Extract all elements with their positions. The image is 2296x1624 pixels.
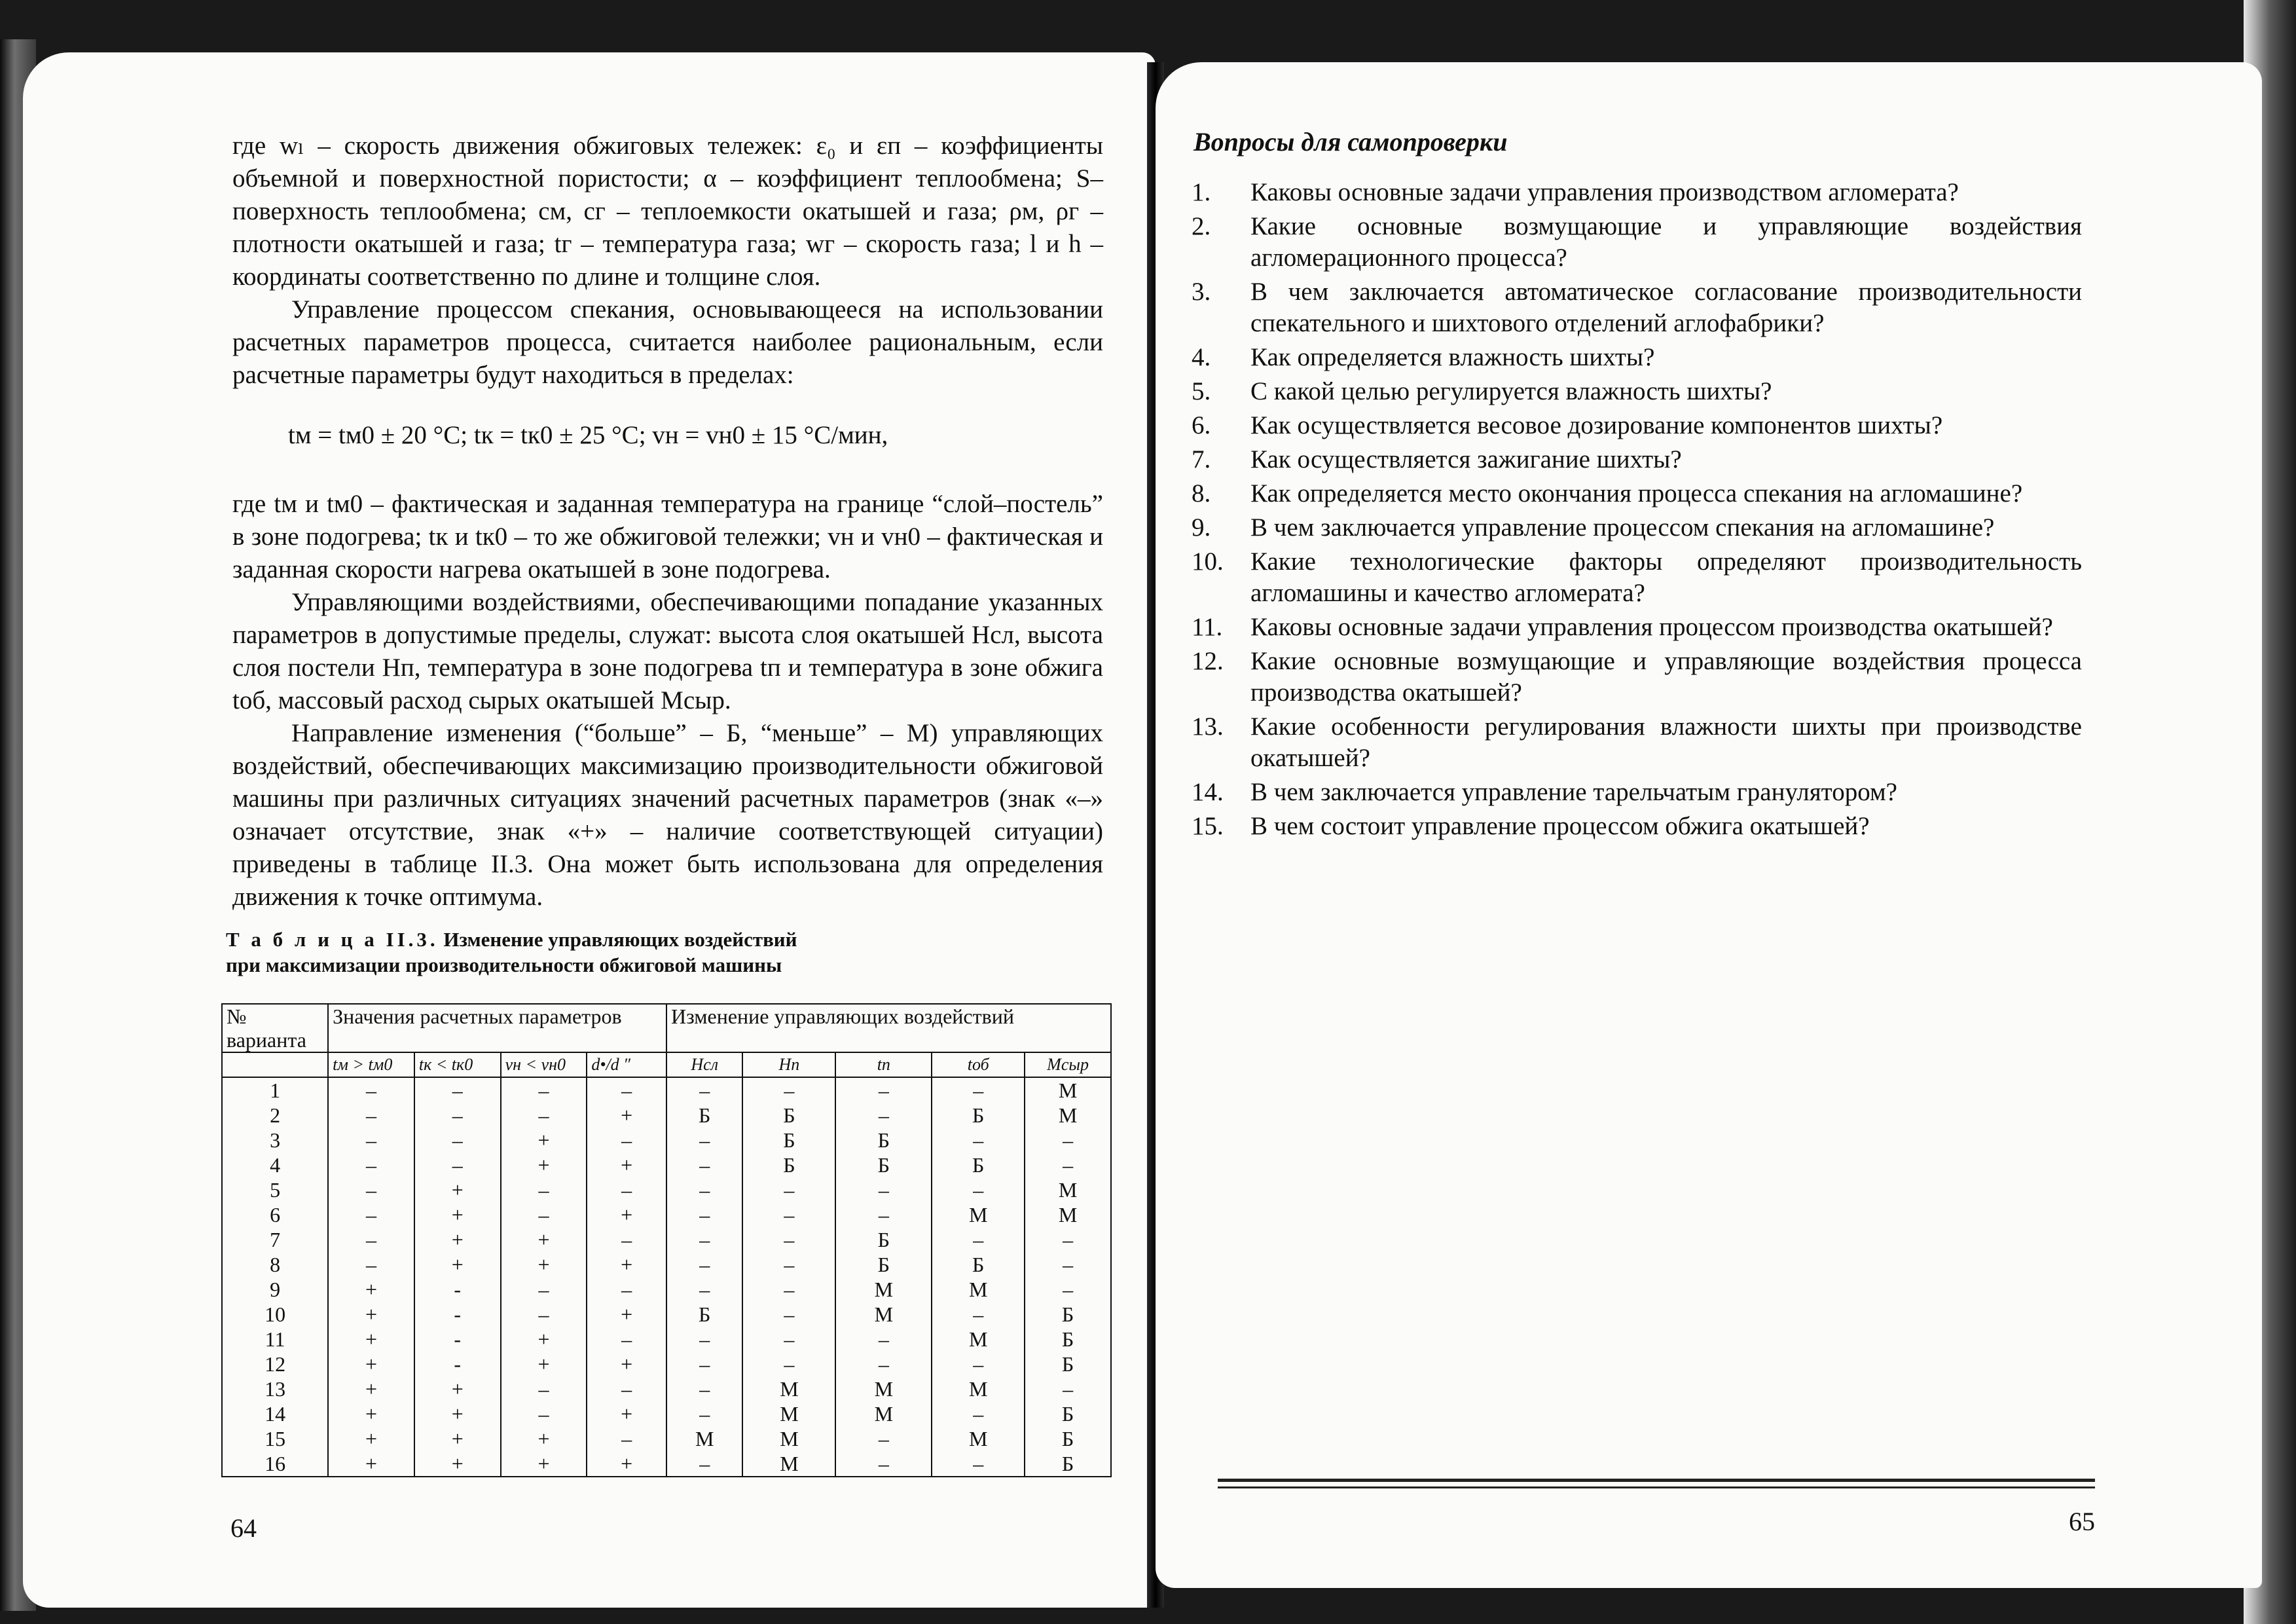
header-variant: № варианта	[222, 1004, 328, 1052]
question-text: С какой целью регулируется влажность шихты?	[1250, 377, 1772, 405]
table-cell: –	[666, 1451, 743, 1477]
table-cell: –	[666, 1252, 743, 1277]
table-cell: –	[501, 1277, 587, 1302]
table-cell: –	[1025, 1376, 1111, 1401]
page-number-left: 64	[230, 1513, 257, 1543]
table-cell: –	[932, 1077, 1025, 1103]
table-row	[222, 1227, 1111, 1252]
rule-line-bottom	[1218, 1486, 2095, 1488]
table-row	[222, 1302, 1111, 1327]
table-cell: -	[414, 1352, 501, 1376]
table-cell: –	[328, 1202, 414, 1227]
paragraph-direction: Направление изменения (“больше” – Б, “меньше” – М) управляющих воздействий, обеспечивающих максимизацию производительности обжиговой машины при различных ситуациях значений расчетных параметров (знак «–» означает отсутствие, знак «+» – наличие соответствующей ситуации) приведены в таблице II.3. Она может быть использована для определения движения к точке оптимума.	[232, 719, 1103, 911]
paragraph-control-actions: Управляющими воздействиями, обеспечивающими попадание указанных параметров в допустимые пределы, служат: высота слоя окатышей Hсл, высота слоя постели Hп, температура в зоне подогрева tп и температура в зоне обжига tоб, массовый расход сырых окатышей Mсыр.	[232, 588, 1103, 714]
table-cell: +	[414, 1202, 501, 1227]
table-cell: –	[742, 1327, 835, 1352]
table-cell: +	[328, 1327, 414, 1352]
table-row	[222, 1252, 1111, 1277]
table-cell: –	[835, 1177, 932, 1202]
table-cell: +	[328, 1277, 414, 1302]
table-cell: –	[742, 1277, 835, 1302]
table-cell: Б	[1025, 1451, 1111, 1477]
table-cell: М	[932, 1202, 1025, 1227]
variant-number-cell: 14	[222, 1401, 328, 1426]
question-item	[1192, 811, 2082, 842]
subheader-param: vн < vн0	[501, 1052, 587, 1077]
table-cell: Б	[835, 1252, 932, 1277]
table-cell: Б	[1025, 1327, 1111, 1352]
table-cell: Б	[932, 1103, 1025, 1128]
subheader-control: tоб	[932, 1052, 1025, 1077]
table-cell: –	[501, 1103, 587, 1128]
subheader-control: Hп	[742, 1052, 835, 1077]
table-cell: +	[414, 1177, 501, 1202]
table-cell: М	[835, 1277, 932, 1302]
table-cell: –	[328, 1128, 414, 1153]
table-caption-line2: при максимизации производительности обжиговой машины	[226, 953, 782, 976]
table-cell: –	[835, 1202, 932, 1227]
table-cell: –	[587, 1327, 666, 1352]
table-cell: Б	[666, 1302, 743, 1327]
table-row	[222, 1103, 1111, 1128]
subheader-param: tм > tм0	[328, 1052, 414, 1077]
question-number: 5.	[1192, 377, 1211, 405]
table-cell: +	[587, 1252, 666, 1277]
variant-number-cell: 4	[222, 1153, 328, 1177]
question-number: 3.	[1192, 278, 1211, 306]
left-text-block-1	[232, 130, 1103, 392]
table-cell: –	[742, 1202, 835, 1227]
subheader-control: Hсл	[666, 1052, 743, 1077]
table-cell: –	[666, 1327, 743, 1352]
question-text: В чем заключается управление тарельчатым гранулятором?	[1250, 778, 1897, 806]
subheader-param: d•/d ″	[587, 1052, 666, 1077]
table-cell: –	[666, 1277, 743, 1302]
table-cell: –	[932, 1451, 1025, 1477]
question-number: 15.	[1192, 812, 1224, 840]
table-cell: +	[328, 1426, 414, 1451]
question-number: 6.	[1192, 411, 1211, 439]
variant-number-cell: 9	[222, 1277, 328, 1302]
table-cell: +	[501, 1128, 587, 1153]
question-text: Как осуществляется весовое дозирование компонентов шихты?	[1250, 411, 1943, 439]
question-text: В чем заключается управление процессом спекания на агломашине?	[1250, 513, 1995, 542]
paragraph-where: где tм и tм0 – фактическая и заданная температура на границе “слой–постель” в зоне подогрева; tк и tк0 – то же обжиговой тележки; vн и vн0 – фактическая и заданная скорости нагрева окатышей в зоне подогрева.	[232, 490, 1103, 583]
table-cell: –	[587, 1277, 666, 1302]
table-row	[222, 1077, 1111, 1103]
table-cell: –	[932, 1227, 1025, 1252]
table-cell: Б	[742, 1128, 835, 1153]
table-cell: –	[835, 1327, 932, 1352]
table-cell: –	[932, 1401, 1025, 1426]
table-caption-line1: Изменение управляющих воздействий	[443, 928, 797, 951]
subheader-control: tп	[835, 1052, 932, 1077]
table-cell: –	[328, 1227, 414, 1252]
table-cell: –	[835, 1426, 932, 1451]
question-item	[1192, 711, 2082, 774]
table-cell: М	[1025, 1177, 1111, 1202]
table-cell: –	[666, 1401, 743, 1426]
table-cell: М	[1025, 1202, 1111, 1227]
table-cell: Б	[1025, 1352, 1111, 1376]
table-cell: +	[414, 1227, 501, 1252]
table-cell: –	[587, 1077, 666, 1103]
formula-limits: tм = tм0 ± 20 °C; tк = tк0 ± 25 °C; vн = vн0 ± 15 °C/мин,	[288, 421, 888, 449]
table-cell: –	[501, 1202, 587, 1227]
table-cell: –	[932, 1177, 1025, 1202]
questions-title: Вопросы для самопроверки	[1194, 127, 1508, 157]
table-cell: М	[932, 1376, 1025, 1401]
variant-number-cell: 6	[222, 1202, 328, 1227]
question-item	[1192, 646, 2082, 709]
table-cell: -	[414, 1302, 501, 1327]
table-row	[222, 1277, 1111, 1302]
table-cell: –	[835, 1451, 932, 1477]
table-cell: +	[501, 1451, 587, 1477]
table-cell: +	[587, 1352, 666, 1376]
table-cell: –	[328, 1252, 414, 1277]
variant-number-cell: 13	[222, 1376, 328, 1401]
question-text: Какие основные возмущающие и управляющие воздействия процесса производства окатышей?	[1250, 647, 2082, 707]
table-subheader-row	[222, 1052, 1111, 1077]
question-number: 9.	[1192, 513, 1211, 542]
table-cell: +	[587, 1401, 666, 1426]
table-cell: +	[328, 1352, 414, 1376]
question-text: Какие технологические факторы определяют производительность агломашины и качество агломерата?	[1250, 547, 2082, 607]
question-text: В чем состоит управление процессом обжига окатышей?	[1250, 812, 1870, 840]
table-cell: –	[742, 1227, 835, 1252]
table-cell: Б	[666, 1103, 743, 1128]
table-cell: –	[414, 1103, 501, 1128]
table-cell: –	[666, 1177, 743, 1202]
table-cell: Б	[835, 1153, 932, 1177]
page-number-right: 65	[2069, 1507, 2095, 1536]
table-cell: –	[587, 1376, 666, 1401]
table-cell: –	[501, 1401, 587, 1426]
table-cell: –	[1025, 1227, 1111, 1252]
table-cell: М	[835, 1376, 932, 1401]
table-cell: Б	[742, 1103, 835, 1128]
table-cell: –	[501, 1302, 587, 1327]
table-cell: +	[587, 1202, 666, 1227]
table-cell: –	[587, 1128, 666, 1153]
table-cell: Б	[1025, 1401, 1111, 1426]
table-row	[222, 1177, 1111, 1202]
table-cell: –	[328, 1177, 414, 1202]
question-text: Каковы основные задачи управления производством агломерата?	[1250, 178, 1959, 206]
question-number: 12.	[1192, 647, 1224, 675]
table-cell: –	[328, 1077, 414, 1103]
question-number: 11.	[1192, 613, 1223, 641]
table-cell: –	[742, 1177, 835, 1202]
table-row	[222, 1451, 1111, 1477]
paragraph-control-sintering: Управление процессом спекания, основывающееся на использовании расчетных параметров процесса, считается наиболее рациональным, если расчетные параметры будут находиться в пределах:	[232, 295, 1103, 389]
question-text: Как определяется место окончания процесса спекания на агломашине?	[1250, 479, 2023, 507]
table-cell: +	[328, 1451, 414, 1477]
table-cell: +	[414, 1426, 501, 1451]
question-item	[1192, 276, 2082, 339]
header-controls: Изменение управляющих воздействий	[666, 1004, 1111, 1052]
question-item	[1192, 478, 2082, 509]
variant-number-cell: 7	[222, 1227, 328, 1252]
table-cell: –	[587, 1177, 666, 1202]
rule-line-top	[1218, 1479, 2095, 1482]
questions-list	[1192, 177, 2082, 845]
table-cell: +	[501, 1252, 587, 1277]
table-cell: –	[666, 1376, 743, 1401]
question-number: 8.	[1192, 479, 1211, 507]
variant-number-cell: 10	[222, 1302, 328, 1327]
table-cell: М	[835, 1401, 932, 1426]
table-cell: –	[742, 1302, 835, 1327]
table-cell: -	[414, 1277, 501, 1302]
question-text: Как определяется влажность шихты?	[1250, 343, 1655, 371]
question-item	[1192, 444, 2082, 475]
question-number: 13.	[1192, 712, 1224, 741]
table-caption-label: Т а б л и ц а II.3.	[226, 928, 439, 951]
variant-number-cell: 8	[222, 1252, 328, 1277]
question-item	[1192, 777, 2082, 808]
table-cell: Б	[932, 1153, 1025, 1177]
table-cell: Б	[1025, 1426, 1111, 1451]
question-number: 1.	[1192, 178, 1211, 206]
table-cell: Б	[835, 1128, 932, 1153]
table-row	[222, 1401, 1111, 1426]
table-cell: +	[328, 1376, 414, 1401]
subheader-param: tк < tк0	[414, 1052, 501, 1077]
question-item	[1192, 211, 2082, 274]
variant-number-cell: 5	[222, 1177, 328, 1202]
table-caption	[226, 927, 797, 978]
header-params: Значения расчетных параметров	[328, 1004, 666, 1052]
question-text: Каковы основные задачи управления процессом производства окатышей?	[1250, 613, 2053, 641]
table-cell: М	[666, 1426, 743, 1451]
table-cell: –	[742, 1352, 835, 1376]
table-cell: +	[414, 1451, 501, 1477]
table-cell: +	[501, 1153, 587, 1177]
question-item	[1192, 410, 2082, 441]
question-item	[1192, 512, 2082, 544]
variant-number-cell: 16	[222, 1451, 328, 1477]
table-row	[222, 1426, 1111, 1451]
table-cell: –	[666, 1202, 743, 1227]
table-row	[222, 1376, 1111, 1401]
question-number: 14.	[1192, 778, 1224, 806]
table-cell: –	[742, 1252, 835, 1277]
question-text: Как осуществляется зажигание шихты?	[1250, 445, 1682, 473]
table-cell: –	[1025, 1252, 1111, 1277]
table-cell: –	[501, 1177, 587, 1202]
table-cell: +	[414, 1376, 501, 1401]
table-cell: Б	[932, 1252, 1025, 1277]
table-cell: –	[414, 1077, 501, 1103]
table-cell: М	[932, 1327, 1025, 1352]
question-number: 10.	[1192, 547, 1224, 576]
table-row	[222, 1327, 1111, 1352]
table-cell: –	[666, 1153, 743, 1177]
question-item	[1192, 177, 2082, 208]
table-body	[222, 1077, 1111, 1477]
table-cell: М	[932, 1277, 1025, 1302]
table-cell: –	[414, 1128, 501, 1153]
table-cell: +	[501, 1426, 587, 1451]
table-cell: –	[666, 1077, 743, 1103]
table-cell: Б	[742, 1153, 835, 1177]
table-cell: –	[328, 1153, 414, 1177]
question-item	[1192, 342, 2082, 373]
table-row	[222, 1153, 1111, 1177]
variant-number-cell: 15	[222, 1426, 328, 1451]
question-text: Какие основные возмущающие и управляющие воздействия агломерационного процесса?	[1250, 212, 2082, 272]
paragraph-variables: где wₗ – скорость движения обжиговых тележек: ε₀ и εп – коэффициенты объемной и поверхностной пористости; α – коэффициент теплообмена; S– поверхность теплообмена; см, сг – теплоемкости окатышей и газа; ρм, ρг – плотности окатышей и газа; tг – температура газа; wг – скорость газа; l и h – координаты соответственно по длине и толщине слоя.	[232, 132, 1103, 291]
table-row	[222, 1202, 1111, 1227]
subheader-control: Mсыр	[1025, 1052, 1111, 1077]
table-cell: –	[666, 1352, 743, 1376]
table-cell: М	[742, 1426, 835, 1451]
table-cell: –	[1025, 1153, 1111, 1177]
table-cell: +	[587, 1153, 666, 1177]
header-empty	[222, 1052, 328, 1077]
question-text: Какие особенности регулирования влажности шихты при производстве окатышей?	[1250, 712, 2082, 772]
table-cell: М	[742, 1451, 835, 1477]
table-cell: +	[501, 1227, 587, 1252]
table-cell: –	[932, 1352, 1025, 1376]
table-cell: –	[835, 1077, 932, 1103]
table-cell: М	[1025, 1077, 1111, 1103]
table-cell: +	[587, 1451, 666, 1477]
table-cell: +	[501, 1352, 587, 1376]
table-cell: +	[328, 1401, 414, 1426]
table-cell: –	[587, 1227, 666, 1252]
table-cell: –	[666, 1227, 743, 1252]
table-cell: М	[1025, 1103, 1111, 1128]
table-cell: –	[587, 1426, 666, 1451]
control-actions-table	[221, 1003, 1112, 1477]
table-cell: М	[742, 1401, 835, 1426]
table-cell: +	[414, 1252, 501, 1277]
table-cell: –	[932, 1302, 1025, 1327]
variant-number-cell: 1	[222, 1077, 328, 1103]
table-cell: +	[414, 1401, 501, 1426]
table-cell: Б	[835, 1227, 932, 1252]
table-cell: –	[666, 1128, 743, 1153]
question-item	[1192, 612, 2082, 643]
table-cell: -	[414, 1327, 501, 1352]
table-cell: +	[587, 1302, 666, 1327]
variant-number-cell: 2	[222, 1103, 328, 1128]
table-cell: –	[1025, 1277, 1111, 1302]
variant-number-cell: 11	[222, 1327, 328, 1352]
table-cell: –	[414, 1153, 501, 1177]
table-cell: М	[835, 1302, 932, 1327]
variant-number-cell: 3	[222, 1128, 328, 1153]
table-cell: М	[742, 1376, 835, 1401]
table-cell: М	[932, 1426, 1025, 1451]
table-cell: +	[501, 1327, 587, 1352]
question-item	[1192, 546, 2082, 609]
question-text: В чем заключается автоматическое согласование производительности спекательного и шихтового отделений аглофабрики?	[1250, 278, 2082, 337]
table-cell: –	[328, 1103, 414, 1128]
table-cell: +	[328, 1302, 414, 1327]
table-cell: –	[932, 1128, 1025, 1153]
left-text-block-2	[232, 488, 1103, 913]
table-cell: –	[501, 1376, 587, 1401]
table-cell: +	[587, 1103, 666, 1128]
question-number: 4.	[1192, 343, 1211, 371]
table-cell: –	[835, 1352, 932, 1376]
question-item	[1192, 376, 2082, 407]
table-cell: Б	[1025, 1302, 1111, 1327]
question-number: 2.	[1192, 212, 1211, 240]
table-cell: –	[1025, 1128, 1111, 1153]
table-row	[222, 1352, 1111, 1376]
question-number: 7.	[1192, 445, 1211, 473]
table-row	[222, 1128, 1111, 1153]
table-cell: –	[501, 1077, 587, 1103]
table-cell: –	[835, 1103, 932, 1128]
table-cell: –	[742, 1077, 835, 1103]
variant-number-cell: 12	[222, 1352, 328, 1376]
